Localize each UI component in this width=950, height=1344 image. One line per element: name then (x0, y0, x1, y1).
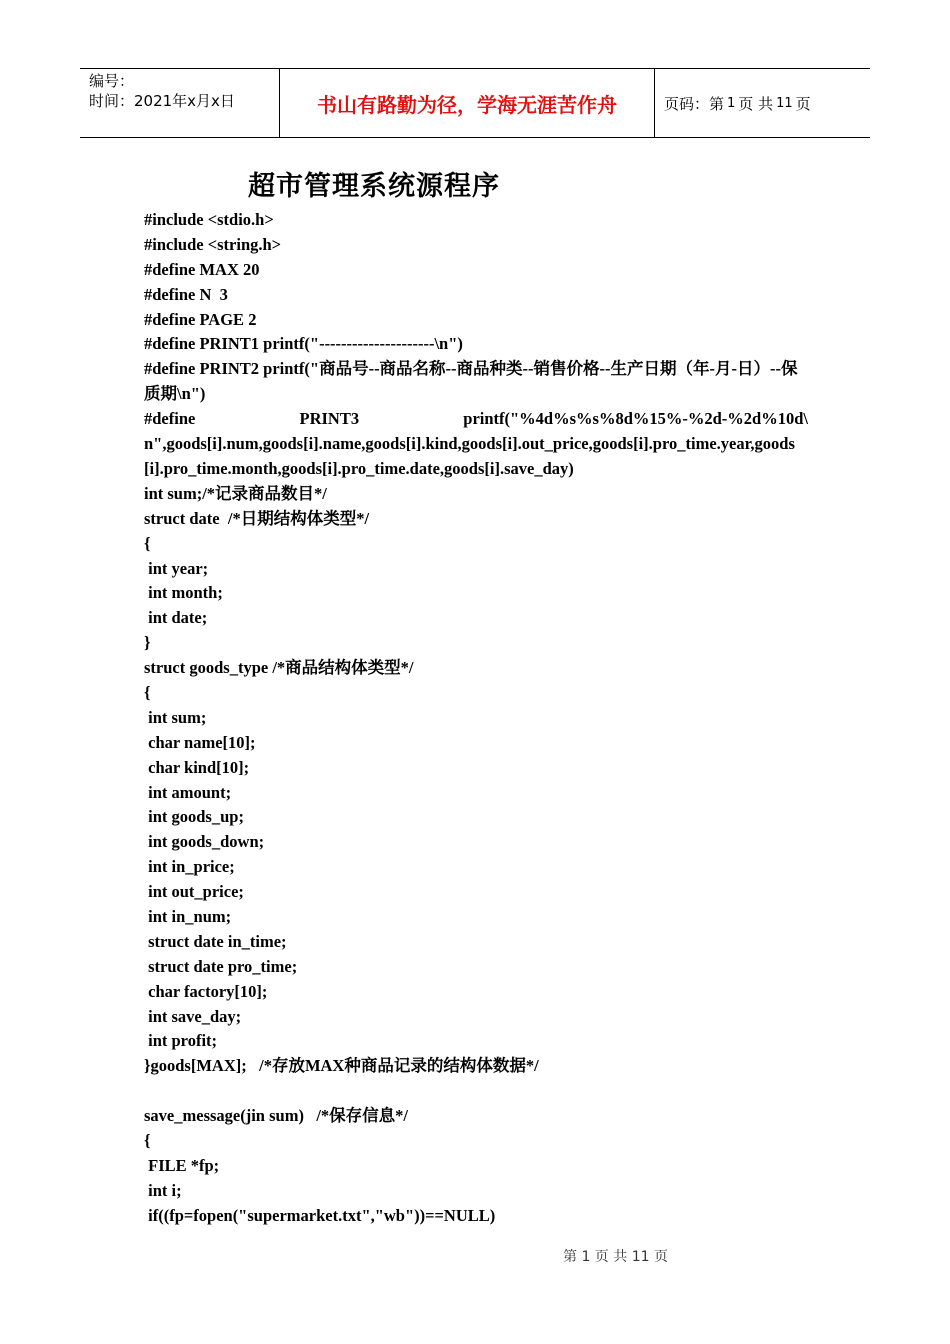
code-line: int goods_up; (144, 807, 244, 827)
code-line: int i; (144, 1180, 182, 1200)
code-line: int month; (144, 583, 223, 603)
code-token: #define (144, 409, 196, 429)
code-line: int in_num; (144, 907, 232, 926)
code-line: #include <string.h> (144, 234, 282, 254)
code-line: #define MAX 20 (144, 259, 260, 279)
page-indicator (655, 69, 870, 137)
code-line: n",goods[i].num,goods[i].name,goods[i].kind,goods[i].out_price,goods[i].pro_time.year,goods[i].pro_time.month,goods[i].pro_time.date,goods[i].save_day) (144, 434, 795, 478)
page-header (80, 68, 870, 138)
page-mid: 页 共 (738, 94, 774, 113)
code-line: int profit; (144, 1031, 218, 1051)
code-line: int amount; (144, 782, 232, 802)
code-line: #include <stdio.h> (144, 210, 274, 229)
code-line: #define N 3 (144, 284, 228, 304)
page-footer: 第 1 页 共 11 页 (563, 1249, 668, 1265)
code-line: FILE *fp; (144, 1155, 220, 1175)
code-line: struct date in_time; (144, 931, 287, 951)
code-line: if((fp=fopen("supermarket.txt","wb"))==NULL) (144, 1205, 496, 1225)
code-line: save_message(jin sum) /*保存信息*/ (144, 1106, 408, 1126)
code-line: }goods[MAX]; /*存放MAX种商品记录的结构体数据*/ (144, 1056, 539, 1076)
code-line: int year; (144, 558, 209, 578)
code-line: int in_price; (144, 857, 235, 877)
page-prefix: 页码：第 (664, 94, 725, 113)
code-line: } (144, 633, 151, 653)
header-meta (80, 69, 280, 137)
code-line: int save_day; (144, 1006, 242, 1026)
code-line: char factory[10]; (144, 981, 268, 1001)
code-line: char name[10]; (144, 732, 256, 752)
code-line: struct date pro_time; (144, 956, 298, 976)
code-line-blank (144, 1079, 808, 1104)
code-line: { (144, 1131, 151, 1151)
code-line: #define PRINT1 printf("---------------------\n") (144, 334, 463, 354)
code-line: int out_price; (144, 882, 244, 902)
code-line: { (144, 533, 151, 553)
code-line: struct goods_type /*商品结构体类型*/ (144, 658, 414, 678)
code-line: int date; (144, 608, 208, 628)
code-line: #define PRINT2 printf("商品号--商品名称--商品种类--销售价格--生产日期（年-月-日）--保质期\n") (144, 359, 798, 404)
code-line: int sum;/*记录商品数目*/ (144, 483, 327, 503)
source-code (144, 208, 808, 1229)
time-label: 时间：2021年x月x日 (89, 92, 235, 110)
code-line: struct date /*日期结构体类型*/ (144, 508, 370, 528)
number-label: 编号： (89, 72, 135, 90)
code-line: char kind[10]; (144, 757, 250, 777)
code-token: PRINT3 (299, 409, 360, 429)
motto: 书山有路勤为径，学海无涯苦作舟 (280, 69, 655, 137)
page-current: 1 (727, 95, 736, 111)
code-line: int sum; (144, 707, 207, 727)
page-suffix: 页 (795, 94, 811, 113)
code-line: { (144, 682, 151, 702)
document-title: 超市管理系统源程序 (248, 171, 500, 202)
page-total: 11 (776, 95, 793, 111)
code-line: int goods_down; (144, 832, 265, 852)
code-line (144, 407, 808, 432)
code-token: printf("%4d%s%s%8d%15%-%2d-%2d%10d\ (463, 409, 808, 429)
code-line: #define PAGE 2 (144, 309, 257, 329)
